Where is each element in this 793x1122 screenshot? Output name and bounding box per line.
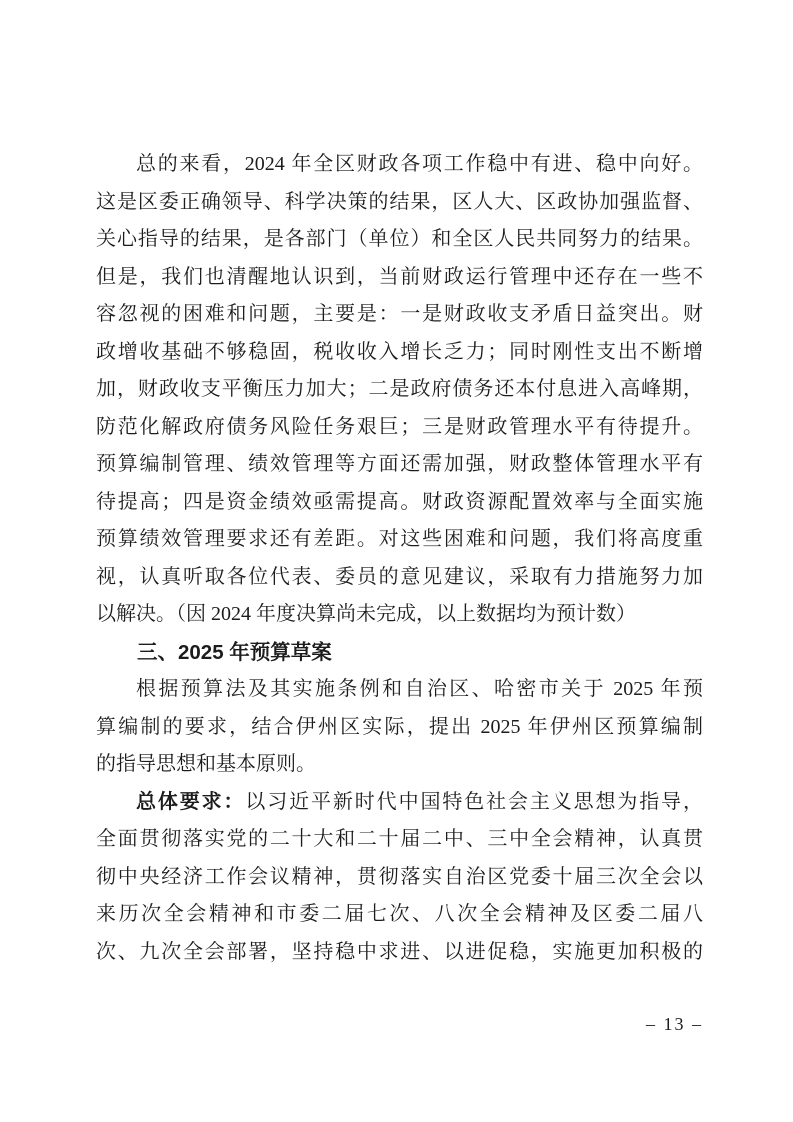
text-line: 算编制的要求，结合伊州区实际，提出 2025 年伊州区预算编制 [96, 715, 703, 738]
text-line: 以解决。（因 2024 年度决算尚未完成，以上数据均为预计数） [96, 603, 636, 625]
text-line: 政增收基础不够稳固，税收收入增长乏力；同时刚性支出不断增 [96, 340, 703, 363]
text-line: 根据预算法及其实施条例和自治区、哈密市关于 2025 年预 [136, 678, 703, 700]
text-line: 这是区委正确领导、科学决策的结果，区人大、区政协加强监督、 [96, 190, 703, 213]
text-line: 预算编制管理、绩效管理等方面还需加强，财政整体管理水平有 [96, 453, 703, 475]
text-line: 次、九次全会部署，坚持稳中求进、以进促稳，实施更加积极的 [96, 940, 703, 963]
page-number: – 13 – [646, 1014, 703, 1034]
text-run: 以习近平新时代中国特色社会主义思想为指导， [245, 790, 704, 813]
text-line: 防范化解政府债务风险任务艰巨；三是财政管理水平有待提升。 [96, 415, 703, 438]
text-line: 的指导思想和基本原则。 [96, 753, 316, 775]
text-line: 关心指导的结果，是各部门（单位）和全区人民共同努力的结果。 [96, 228, 703, 250]
text-line: 预算绩效管理要求还有差距。对这些困难和问题，我们将高度重 [96, 528, 703, 550]
paragraph-lead-bold: 总体要求： [136, 790, 246, 813]
text-line: 彻中央经济工作会议精神，贯彻落实自治区党委十届三次全会以 [96, 865, 703, 888]
text-line: 视，认真听取各位代表、委员的意见建议，采取有力措施努力加 [96, 565, 703, 588]
document-body [96, 146, 703, 971]
text-line: 容忽视的困难和问题，主要是：一是财政收支矛盾日益突出。财 [96, 303, 703, 325]
text-line: 全面贯彻落实党的二十大和二十届二中、三中全会精神，认真贯 [96, 828, 703, 850]
text-line: 但是，我们也清醒地认识到，当前财政运行管理中还存在一些不 [96, 265, 703, 288]
text-line: 待提高；四是资金绩效亟需提高。财政资源配置效率与全面实施 [96, 490, 703, 513]
text-line: 来历次全会精神和市委二届七次、八次全会精神及区委二届八 [96, 903, 703, 925]
section-heading: 三、2025 年预算草案 [137, 640, 332, 664]
text-line: 加，财政收支平衡压力加大；二是政府债务还本付息进入高峰期， [96, 378, 703, 400]
text-line [96, 784, 703, 822]
text-line: 总的来看，2024 年全区财政各项工作稳中有进、稳中向好。 [136, 153, 703, 175]
